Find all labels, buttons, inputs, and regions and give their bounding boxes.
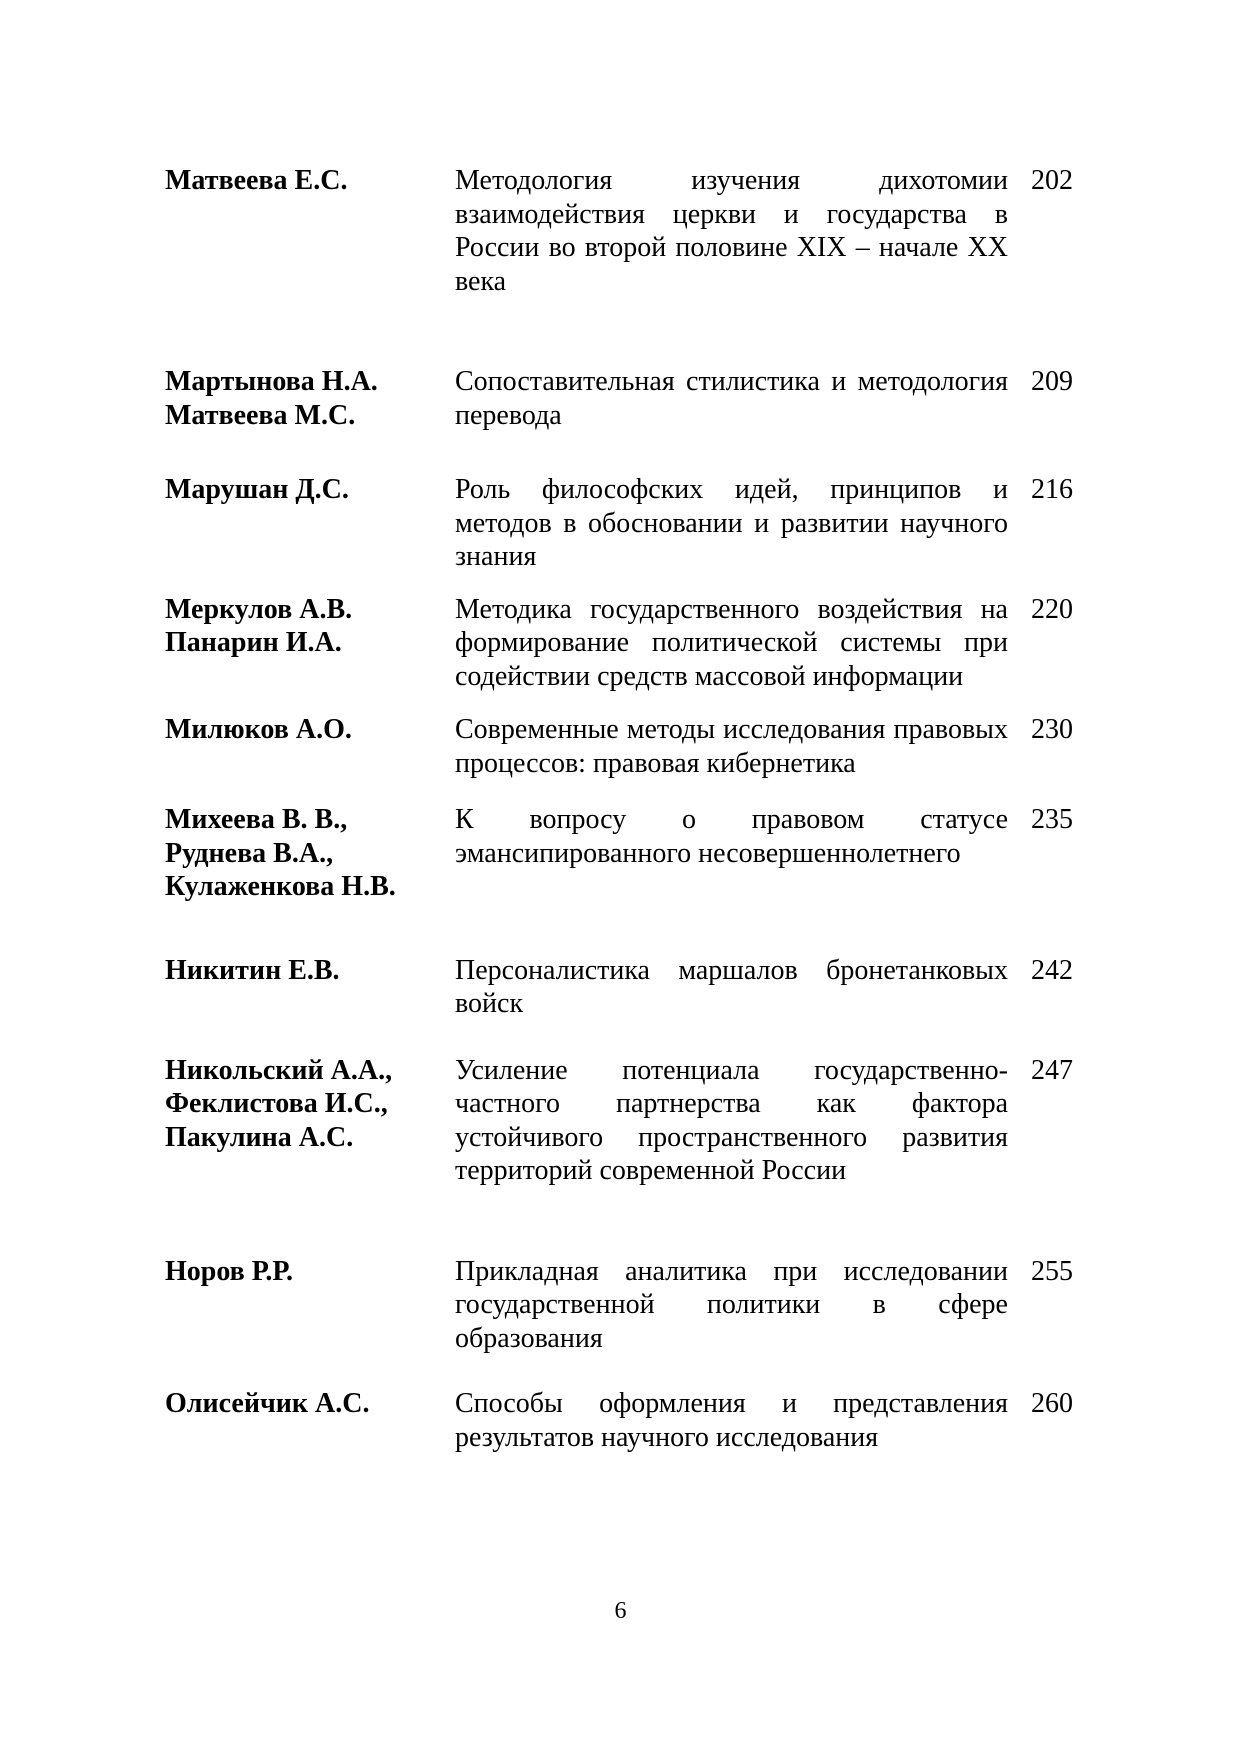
toc-authors xyxy=(165,164,455,198)
toc-author: Никольский А.А., xyxy=(165,1054,393,1086)
toc-title: Сопоставительная стилистика и методология перевода xyxy=(455,366,1008,431)
toc-author: Панарин И.А. xyxy=(165,627,342,658)
toc-entry xyxy=(165,473,1080,574)
toc-author: Феклистова И.С., xyxy=(165,1088,388,1119)
toc-title: Методология изучения дихотомии взаимодействия церкви и государства в России во второй половине XIX – начале XX века xyxy=(455,165,1008,297)
toc-authors xyxy=(165,365,455,432)
toc-entry xyxy=(165,1387,1080,1454)
toc-title: Персоналистика маршалов бронетанковых войск xyxy=(455,954,1008,1019)
toc-author: Олисейчик А.С. xyxy=(165,1388,370,1419)
toc-author: Милюков А.О. xyxy=(165,714,352,745)
toc-author: Михеева В. В., xyxy=(165,804,348,835)
toc-page-number: 220 xyxy=(1031,593,1073,625)
table-of-contents xyxy=(165,164,1080,1454)
toc-author: Мартынова Н.А. xyxy=(165,366,378,397)
toc-title: Прикладная аналитика при исследовании государственной политики в сфере образования xyxy=(455,1255,1008,1354)
toc-authors xyxy=(165,1054,455,1155)
toc-page-number: 255 xyxy=(1031,1255,1073,1287)
toc-author: Матвеева М.С. xyxy=(165,399,356,431)
toc-author: Марушан Д.С. xyxy=(165,474,349,505)
toc-page-number: 216 xyxy=(1031,474,1073,505)
toc-entry xyxy=(165,365,1080,432)
toc-page-number: 230 xyxy=(1031,714,1073,745)
toc-page-number: 209 xyxy=(1031,366,1073,397)
toc-entry xyxy=(165,1054,1080,1188)
toc-authors xyxy=(165,954,455,988)
toc-entry xyxy=(165,954,1080,1021)
toc-page-number: 235 xyxy=(1031,804,1073,835)
toc-page-number: 260 xyxy=(1031,1388,1073,1419)
toc-authors xyxy=(165,1255,455,1289)
toc-page-number: 202 xyxy=(1031,165,1073,196)
page-footer-number: 6 xyxy=(614,1598,627,1624)
toc-authors xyxy=(165,593,455,660)
toc-entry xyxy=(165,1255,1080,1356)
toc-page-number: 247 xyxy=(1031,1054,1073,1086)
toc-author: Норов Р.Р. xyxy=(165,1255,293,1287)
toc-title: К вопросу о правовом статусе эмансипированного несовершеннолетнего xyxy=(455,804,1008,869)
toc-author: Кулаженкова Н.В. xyxy=(165,871,396,902)
toc-title: Способы оформления и представления результатов научного исследования xyxy=(455,1388,1008,1453)
toc-authors xyxy=(165,1387,455,1421)
toc-title: Усиление потенциала государственно-частного партнерства как фактора устойчивого пространственного развития территорий современной России xyxy=(455,1054,1008,1186)
toc-author: Руднева В.А., xyxy=(165,837,334,869)
toc-author: Пакулина А.С. xyxy=(165,1121,354,1153)
toc-author: Меркулов А.В. xyxy=(165,593,353,625)
toc-page-number: 242 xyxy=(1031,954,1073,986)
toc-entry xyxy=(165,593,1080,694)
toc-author: Никитин Е.В. xyxy=(165,954,340,986)
toc-authors xyxy=(165,473,455,507)
toc-authors xyxy=(165,803,455,904)
toc-entry xyxy=(165,164,1080,298)
toc-entry xyxy=(165,713,1080,780)
toc-title: Методика государственного воздействия на формирование политической системы при содействии средств массовой информации xyxy=(455,593,1008,692)
toc-authors xyxy=(165,713,455,747)
toc-author: Матвеева Е.С. xyxy=(165,165,348,196)
toc-title: Современные методы исследования правовых процессов: правовая кибернетика xyxy=(455,714,1008,779)
toc-title: Роль философских идей, принципов и методов в обосновании и развитии научного знания xyxy=(455,474,1008,572)
toc-entry xyxy=(165,803,1080,904)
